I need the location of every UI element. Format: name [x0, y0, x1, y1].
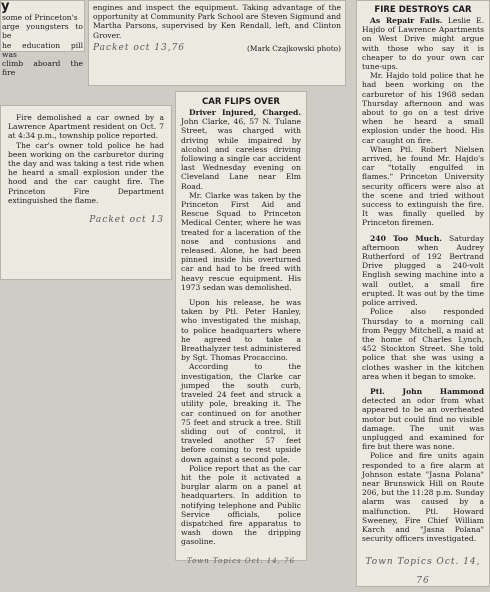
handwritten-source-note: Town Topics Oct. 14, 76 [365, 557, 481, 587]
handwritten-source-note: Town Topics Oct. 14, 76 [186, 556, 296, 565]
car-fire-clipping [0, 105, 172, 280]
article-paragraph: According to the investigation, the Clarke car jumped the south curb, traveled 24 feet and struck a utility pole, breaking it. The car continued on for another 75 feet and struck a tree. Still sliding out of control, it traveled another 57 feet before coming to rest upside down against a second pole. [181, 362, 301, 464]
article-paragraph: Police and fire units again responded to a fire alarm at Johnson estate "Jasna Polana" near Brunswick Hill on Route 206, but the 11:28 p.m. Sunday alarm was caused by a malfunction. Ptl. Howard Sweeney, Fire Chief William Karch and "Jasna Polana" security officers investigated. [362, 451, 484, 544]
article-paragraph: Mr. Clarke was taken by the Princeton First Aid and Rescue Squad to Princeton Medical Center, where he was treated for a laceration of the nose and contusions and released. Alone, he had been pinned inside his overturned car and had to be freed with heavy rescue equipment. His 1973 sedan was demolished. [181, 190, 301, 292]
article-paragraph: Saturday afternoon when Audrey Rutherford of 192 Bertrand Drive plugged a 240-volt English sewing machine into a wall outlet, a small fire erupted. It was out by the time police arrived. [362, 233, 484, 308]
clipping-fragment-top-left [0, 0, 85, 78]
fragment-line: he education pill was [2, 40, 83, 59]
fragment-line: arge youngsters to be [2, 22, 83, 41]
fragment-headline: y [1, 0, 10, 14]
photo-credit: (Mark Czajkowski photo) [247, 43, 341, 53]
article-paragraph: Police also responded Thursday to a morning call from Peggy Mitchell, a maid at the home of Charles Lynch, 452 Stockton Street. She told police that she was using a clothes washer in the kitchen area when it began to smoke. [362, 307, 484, 381]
article-paragraph: Mr. Hajdo told police that he had been working on the carburetor of his 1968 sedan Thursday afternoon and was about to go on a test drive when he heard a small explosion under the hood. His car caught on fire. [362, 71, 484, 145]
article-paragraph: John Clarke, 46, 57 N. Tulane Street, was charged with driving while impaired by alcohol and careless driving following a single car accident last Wednesday evening on Cleveland Lane near Elm Road. [181, 117, 301, 191]
article-paragraph: Fire demolished a car owned by a Lawrence Apartment resident on Oct. 7 at 4:34 p.m., township police reported. [8, 113, 164, 141]
article-paragraph: The car's owner told police he had been working on the carburetor during the day and was taking a test ride when he heard a small explosion under the hood and the car caught fire. The Princeton Fire Department extinguished the flame. [8, 140, 164, 205]
article-subhead: Ptl. John Hammond [370, 386, 484, 396]
fire-destroys-car-clipping [356, 0, 490, 587]
photo-caption-clipping [88, 0, 346, 86]
article-deck: Driver Injured, Charged. [189, 108, 301, 117]
article-paragraph: Leslie E. Hajdo of Lawrence Apartments on West Drive might argue with those who say it is cheaper to do your own car tune-ups. [362, 16, 484, 72]
car-flips-over-clipping [175, 91, 307, 565]
photo-caption-text: engines and inspect the equipment. Taking advantage of the opportunity at Community Park School are Steven Sigmund and Martha Parsons, supervised by Ken Rendall, left, and Clinton Grover. [93, 3, 341, 40]
article-subhead: 240 Too Much. [370, 233, 442, 243]
article-headline: CAR FLIPS OVER [202, 97, 280, 107]
article-paragraph: detected an odor from what appeared to be an overheated motor but could find no visible damage. The unit was unplugged and examined for fire but there was none. [362, 396, 484, 452]
fragment-line: climb aboard the fire [2, 59, 83, 78]
article-paragraph: When Ptl. Robert Nielsen arrived, he found Mr. Hajdo's car "totally engulfed in flames." Princeton University security officers were also at the scene and tried without success to extinguish the fire. It was finally quelled by Princeton firemen. [362, 144, 484, 228]
article-headline: FIRE DESTROYS CAR [374, 5, 472, 15]
handwritten-source-note: Packet oct 13 [89, 215, 164, 226]
fragment-line: some of Princeton's [2, 13, 78, 22]
article-paragraph: Upon his release, he was taken by Ptl. Peter Hanley, who investigated the mishap, to police headquarters where he agreed to take a Breathalyzer test administered by Sgt. Thomas Procaccino. [181, 298, 301, 363]
handwritten-source-note: Packet oct 13,76 [93, 42, 186, 53]
article-deck: As Repair Fails. [370, 16, 443, 25]
article-paragraph: Police report that as the car hit the pole it activated a burglar alarm on a panel at headquarters. In addition to notifying telephone and Public Service officials, police dispatched fire apparatus to wash down the dripping gasoline. [181, 463, 301, 547]
